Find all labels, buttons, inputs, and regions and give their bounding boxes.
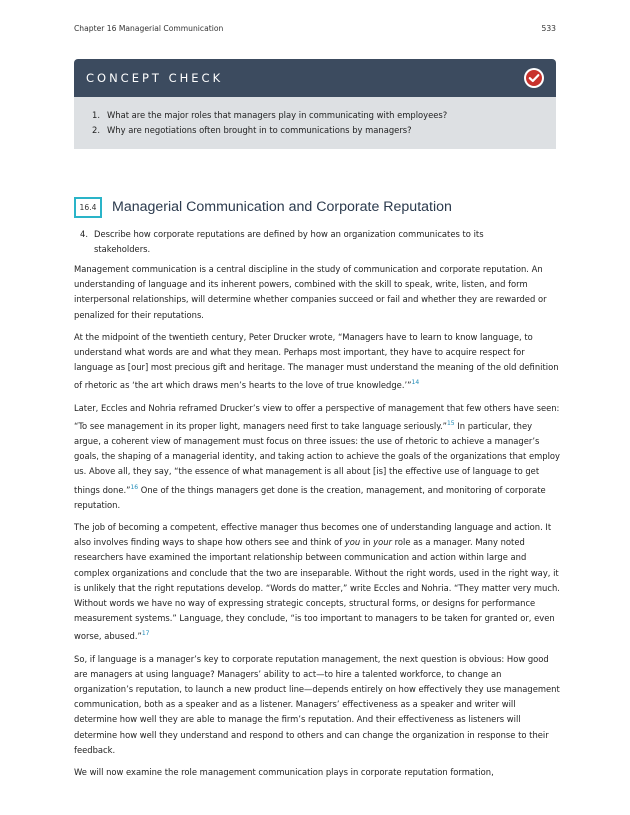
body-text [74,262,560,787]
section-number-badge: 16.4 [74,197,102,218]
paragraph: At the midpoint of the twentieth century, Peter Drucker wrote, “Managers have to learn to know language, to understand what words are and what they mean. Perhaps most important, they have to acquire respect for language as [our] most precious gift and heritage. The manager must understand the meaning of the old definition of rhetoric as ‘the art which draws men’s hearts to the love of true knowledge.’”$^{14}$ [74,331,559,391]
paragraph: The job of becoming a competent, effective manager thus becomes one of understanding language and action. It also involves finding ways to shape how others see and think of you in your role as a manager. Many noted researchers have examined the important relationship between communication and action within large and complex organizations and conclude that the two are inseparable. Without the right words, used in the right way, it is unlikely that the right reputations develop. “Words do matter,” write Eccles and Nohria. “They matter very much. Without words we have no way of expressing strategic concepts, structural forms, or designs for performance measurement systems.” Language, they conclude, “is too important to managers to be taken for granted or, even worse, abused.”$^{17}$ [74,522,560,642]
footnote-ref[interactable]: 15 [446,419,455,427]
paragraph: So, if language is a manager’s key to corporate reputation management, the next question is obvious: How good are managers at using language? Managers’ ability to act—to hire a talented workforce, to change an organization’s reputation, to launch a new product line—depends entirely on how effectively they use management communication, both as a speaker and as a listener. Managers’ effectiveness as a speaker and writer will determine how well they are able to manage the firm’s reputation. And their effectiveness as listeners will determine how well they understand and respond to others and can change the organization in response to their feedback. [74,653,560,755]
checkmark-icon [524,68,544,88]
concept-check-title: CONCEPT CHECK [86,71,224,85]
paragraph: Management communication is a central discipline in the study of communication and corporate reputation. An understanding of language and its inherent powers, combined with the skill to speak, write, listen, and form interpersonal relationships, will determine whether companies succeed or fail and whether they are rewarded or penalized for their reputations. [74,264,547,320]
running-header [74,24,556,33]
question-item: 2. Why are negotiations often brought in to communications by managers? [92,125,412,135]
footnote-ref[interactable]: 17 [141,630,150,638]
paragraph: We will now examine the role management communication plays in corporate reputation formation, [74,767,494,778]
section-title: Managerial Communication and Corporate Reputation [112,199,452,215]
concept-check-header [74,59,556,97]
objective-text-cont: stakeholders. [94,244,151,255]
concept-check-questions [92,108,447,138]
question-item: 1. What are the major roles that managers play in communicating with employees? [92,110,448,120]
objective-text: Describe how corporate reputations are defined by how an organization communicates to its [94,229,484,239]
concept-check-body [74,97,556,149]
footnote-ref[interactable]: 14 [411,379,420,387]
page-number: 533 [541,24,556,33]
chapter-title: Chapter 16 Managerial Communication [74,24,224,33]
paragraph: Later, Eccles and Nohria reframed Drucker’s view to offer a perspective of management that few others have seen: “To see management in its proper light, managers need first to take language seriously.”$^{15}$ In particular, they argue, a coherent view of management must focus on three issues: the use of rhetoric to achieve a manager’s goals, the shaping of a managerial identity, and taking action to achieve the goals of the organizations that employ us. Above all, they say, “the essence of what management is all about [is] the effective use of language to get things done.”$^{16}$ One of the things managers get done is the creation, management, and monitoring of corporate reputation. [74,402,561,510]
objective-number: 4. [80,229,88,239]
learning-objective [80,227,500,257]
footnote-ref[interactable]: 16 [130,483,139,491]
